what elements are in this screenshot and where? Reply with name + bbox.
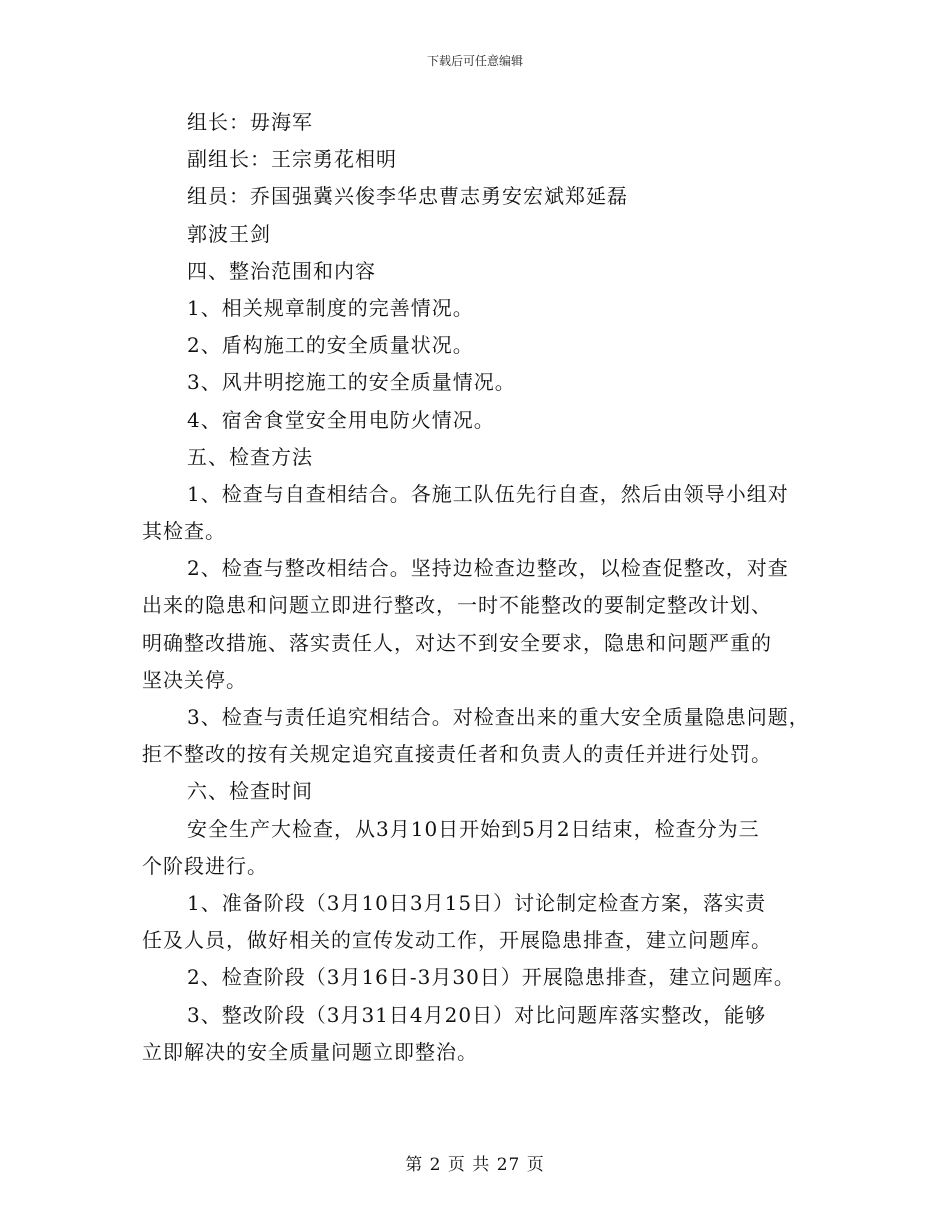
time-paragraph-line: 任及人员，做好相关的宣传发动工作，开展隐患排查，建立问题库。 <box>142 928 772 953</box>
deputy-leader-line: 副组长：王宗勇花相明 <box>187 147 397 172</box>
method-paragraph-line: 其检查。 <box>142 519 226 544</box>
page-footer: 第 2 页 共 27 页 <box>405 1155 545 1175</box>
team-leader-line: 组长：毋海军 <box>187 110 313 134</box>
page-header: 下载后可任意编辑 <box>426 54 523 68</box>
method-paragraph-line: 拒不整改的按有关规定追究直接责任者和负责人的责任并进行处罚。 <box>142 742 772 767</box>
scope-item: 2、盾构施工的安全质量状况。 <box>187 333 474 358</box>
section-heading-time: 六、检查时间 <box>187 779 313 804</box>
time-paragraph-line: 2、检查阶段（3月16日-3月30日）开展隐患排查，建立问题库。 <box>187 965 795 990</box>
time-paragraph-line: 1、准备阶段（3月10日3月15日）讨论制定检查方案，落实责 <box>187 890 767 915</box>
time-paragraph-line: 个阶段进行。 <box>142 853 268 878</box>
method-paragraph-line: 2、检查与整改相结合。坚持边检查边整改，以检查促整改，对查 <box>187 556 789 581</box>
method-paragraph-line: 3、检查与责任追究相结合。对检查出来的重大安全质量隐患问题， <box>187 705 810 729</box>
members-line: 组员：乔国强冀兴俊李华忠曹志勇安宏斌郑延磊 <box>187 184 628 209</box>
method-paragraph-line: 坚决关停。 <box>142 667 247 692</box>
time-paragraph-line: 安全生产大检查，从3月10日开始到5月2日结束，检查分为三 <box>187 816 760 841</box>
method-paragraph-line: 1、检查与自查相结合。各施工队伍先行自查，然后由领导小组对 <box>187 481 789 506</box>
scope-item: 4、宿舍食堂安全用电防火情况。 <box>187 407 495 432</box>
section-heading-method: 五、检查方法 <box>187 444 313 469</box>
method-paragraph-line: 明确整改措施、落实责任人，对达不到安全要求，隐患和问题严重的 <box>142 630 772 655</box>
document-body <box>142 104 822 1071</box>
scope-item: 3、风井明挖施工的安全质量情况。 <box>187 370 516 395</box>
method-paragraph-line: 出来的隐患和问题立即进行整改，一时不能整改的要制定整改计划、 <box>142 593 772 618</box>
scope-item: 1、相关规章制度的完善情况。 <box>187 295 474 320</box>
section-heading-scope: 四、整治范围和内容 <box>187 258 376 283</box>
members-line-continued: 郭波王剑 <box>187 221 271 246</box>
time-paragraph-line: 3、整改阶段（3月31日4月20日）对比问题库落实整改，能够 <box>187 1002 767 1027</box>
time-paragraph-line: 立即解决的安全质量问题立即整治。 <box>142 1039 478 1064</box>
